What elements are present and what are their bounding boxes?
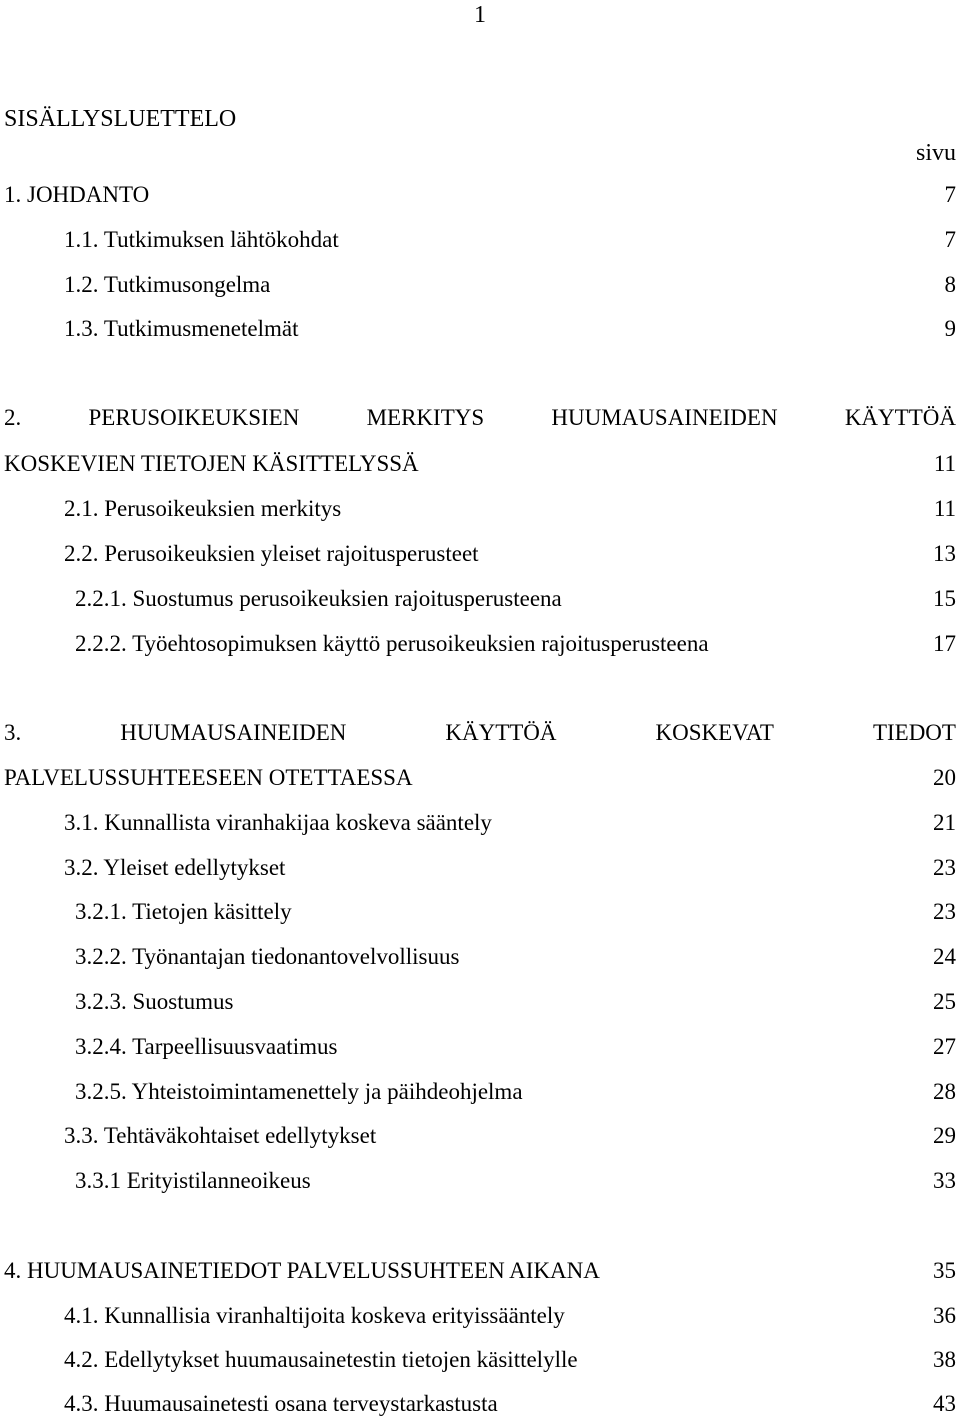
toc-entry (0, 180, 956, 210)
toc-entry-label: 2.2.1. Suostumus perusoikeuksien rajoitusperusteena (75, 586, 562, 611)
heading-word: 3. (4, 720, 22, 745)
toc-entry-label: 3.2.4. Tarpeellisuusvaatimus (75, 1034, 338, 1059)
toc-entry-label: 3.3. Tehtäväkohtaiset edellytykset (64, 1123, 377, 1148)
toc-entry-page: 27 (933, 1034, 956, 1059)
heading-word: KOSKEVAT (655, 720, 774, 745)
toc-entry (0, 584, 956, 614)
toc-entry-page: 28 (933, 1079, 956, 1104)
chapter-3-heading (4, 718, 956, 748)
toc-entry-label: 4.3. Huumausainetesti osana terveystarkastusta (64, 1391, 498, 1416)
toc-entry-page: 35 (933, 1258, 956, 1283)
toc-entry-label: 3.2. Yleiset edellytykset (64, 855, 286, 880)
heading-word: PERUSOIKEUKSIEN (88, 405, 300, 430)
toc-entry-page: 43 (933, 1391, 956, 1416)
toc-entry-label: 3.3.1 Erityistilanneoikeus (75, 1168, 311, 1193)
toc-entry (0, 1389, 956, 1419)
toc-entry-label: 4. HUUMAUSAINETIEDOT PALVELUSSUHTEEN AIKANA (4, 1258, 600, 1283)
toc-entry (0, 270, 956, 300)
toc-entry (0, 539, 956, 569)
toc-entry-page: 29 (933, 1123, 956, 1148)
toc-entry (0, 1301, 956, 1331)
toc-entry-page: 17 (933, 631, 956, 656)
toc-entry-page: 23 (933, 855, 956, 880)
toc-entry (0, 853, 956, 883)
toc-entry-label: 4.1. Kunnallisia viranhaltijoita koskeva erityissääntely (64, 1303, 565, 1328)
toc-entry (0, 1256, 956, 1286)
toc-entry-page: 11 (933, 451, 956, 476)
toc-entry-label: 2.1. Perusoikeuksien merkitys (64, 496, 342, 521)
toc-entry-page: 23 (933, 899, 956, 924)
heading-word: 2. (4, 405, 22, 430)
page-number: 1 (474, 2, 486, 28)
toc-entry-page: 38 (933, 1347, 956, 1372)
toc-entry-label: 3.2.3. Suostumus (75, 989, 234, 1014)
toc-entry-label: 3.2.1. Tietojen käsittely (75, 899, 292, 924)
toc-entry (0, 897, 956, 927)
heading-word: TIEDOT (872, 720, 956, 745)
toc-entry-label: 2.2. Perusoikeuksien yleiset rajoitusperusteet (64, 541, 479, 566)
toc-entry-label: 3.2.5. Yhteistoimintamenettely ja päihdeohjelma (75, 1079, 523, 1104)
toc-entry-page: 9 (944, 316, 956, 341)
toc-entry-page: 7 (944, 182, 956, 207)
toc-entry-label: 1.3. Tutkimusmenetelmät (64, 316, 299, 341)
toc-entry-label: 1. JOHDANTO (4, 182, 150, 207)
toc-entry (0, 629, 956, 659)
page-column-label: sivu (915, 140, 956, 166)
toc-entry-page: 8 (944, 272, 956, 297)
chapter-2-heading (4, 403, 956, 433)
toc-entry-label: KOSKEVIEN TIETOJEN KÄSITTELYSSÄ (4, 451, 419, 476)
toc-entry-label: 3.2.2. Työnantajan tiedonantovelvollisuus (75, 944, 460, 969)
toc-entry-page: 36 (933, 1303, 956, 1328)
toc-entry (0, 808, 956, 838)
toc-entry (0, 763, 956, 793)
heading-word: KÄYTTÖÄ (445, 720, 557, 745)
toc-entry-page: 15 (933, 586, 956, 611)
toc-entry (0, 225, 956, 255)
toc-entry-page: 33 (933, 1168, 956, 1193)
toc-entry-page: 25 (933, 989, 956, 1014)
toc-entry-label: 3.1. Kunnallista viranhakijaa koskeva sääntely (64, 810, 492, 835)
toc-entry (0, 494, 956, 524)
toc-entry (0, 987, 956, 1017)
toc-entry (0, 314, 956, 344)
toc-entry-page: 13 (933, 541, 956, 566)
toc-entry-page: 20 (933, 765, 956, 790)
toc-entry (0, 1032, 956, 1062)
toc-entry (0, 449, 956, 479)
page-title: SISÄLLYSLUETTELO (4, 106, 237, 132)
toc-entry-label: PALVELUSSUHTEESEEN OTETTAESSA (4, 765, 413, 790)
toc-entry-label: 2.2.2. Työehtosopimuksen käyttö perusoikeuksien rajoitusperusteena (75, 631, 709, 656)
heading-word: HUUMAUSAINEIDEN (120, 720, 347, 745)
toc-entry (0, 942, 956, 972)
toc-entry-label: 1.2. Tutkimusongelma (64, 272, 271, 297)
heading-word: HUUMAUSAINEIDEN (551, 405, 778, 430)
toc-entry-page: 21 (933, 810, 956, 835)
toc-entry-label: 1.1. Tutkimuksen lähtökohdat (64, 227, 339, 252)
toc-entry (0, 1345, 956, 1375)
heading-word: MERKITYS (366, 405, 485, 430)
toc-entry (0, 1077, 956, 1107)
toc-entry-page: 7 (944, 227, 956, 252)
heading-word: KÄYTTÖÄ (844, 405, 956, 430)
toc-entry-page: 11 (933, 496, 956, 521)
toc-entry-page: 24 (933, 944, 956, 969)
toc-entry (0, 1166, 956, 1196)
toc-entry (0, 1121, 956, 1151)
toc-entry-label: 4.2. Edellytykset huumausainetestin tietojen käsittelylle (64, 1347, 578, 1372)
